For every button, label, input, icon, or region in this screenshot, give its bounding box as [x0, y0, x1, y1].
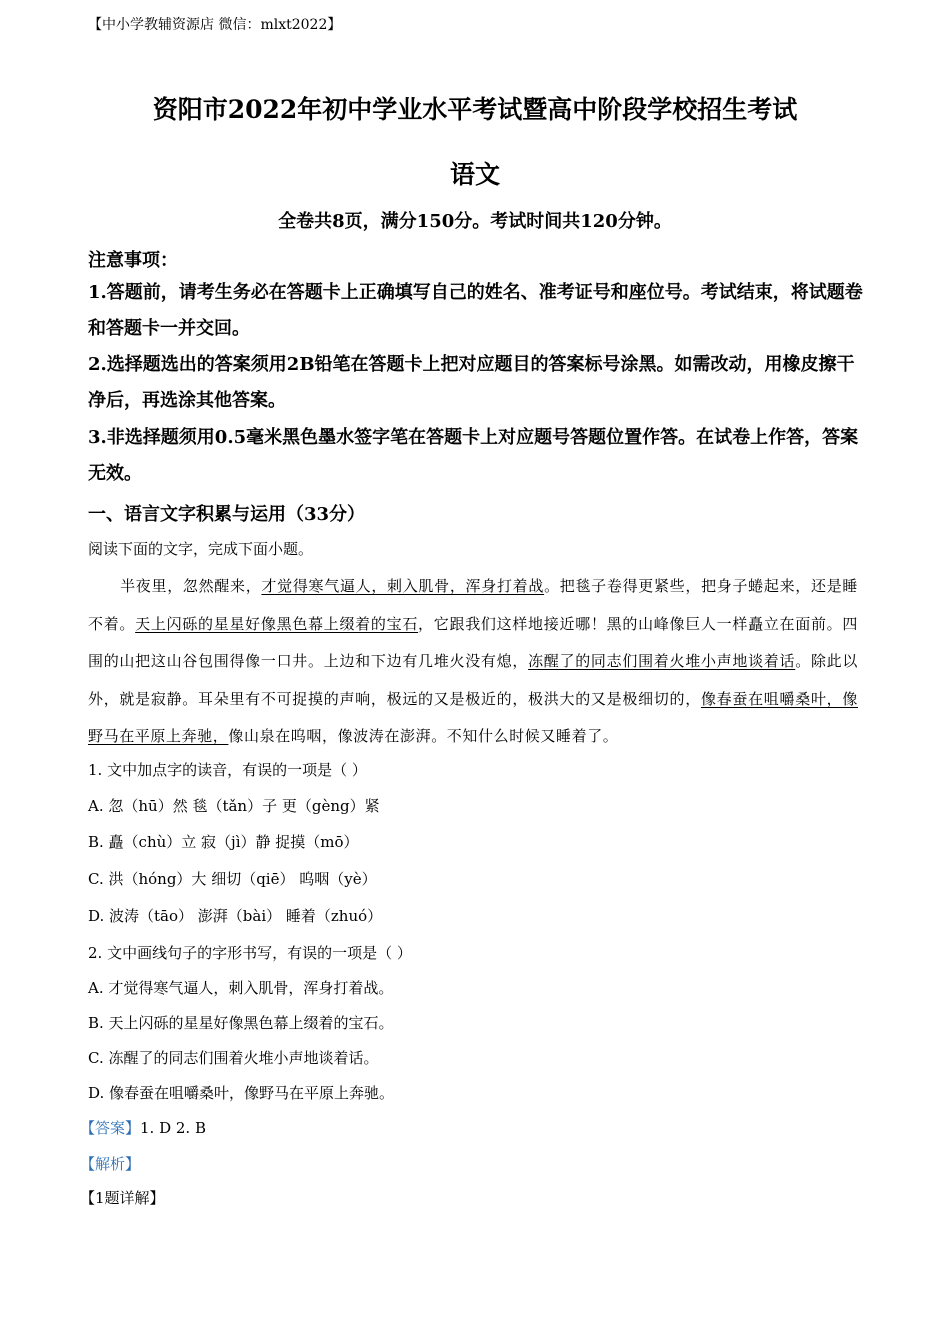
- question-1-option-d: D. 波涛（tāo） 澎湃（bài） 睡着（zhuó）: [88, 907, 383, 925]
- passage-text: 。除此以外，就是寂静。耳朵里有不可捉摸的声响，极远的又是极近的，极洪大的又是极细切的，: [88, 652, 858, 708]
- reading-passage: [88, 568, 858, 756]
- underlined-sentence: 天上闪砾的星星好像黑色幕上缀着的宝石: [135, 614, 419, 633]
- underlined-sentence: 才觉得寒气逼人，刺入肌骨，浑身打着战: [261, 577, 545, 595]
- header-note: 【中小学教辅资源店 微信：mlxt2022】: [88, 17, 342, 33]
- exam-title: 资阳市2022年初中学业水平考试暨高中阶段学校招生考试: [152, 95, 798, 124]
- note-item-3: 3.非选择题须用0.5毫米黑色墨水签字笔在答题卡上对应题号答题位置作答。在试卷上作答，答案无效。: [88, 427, 859, 484]
- underlined-sentence: 像春蚕在咀嚼桑叶，像野马在平原上奔驰，: [88, 689, 858, 746]
- note-item-1: 1.答题前，请考生务必在答题卡上正确填写自己的姓名、准考证号和座位号。考试结束，将试题卷和答题卡一并交回。: [88, 282, 863, 339]
- answer-label: 【答案】: [80, 1119, 141, 1137]
- exam-info: 全卷共8页，满分150分。考试时间共120分钟。: [278, 211, 672, 232]
- passage-text: 半夜里，忽然醒来，: [120, 577, 262, 595]
- question-2-option-d: D. 像春蚕在咀嚼桑叶，像野马在平原上奔驰。: [88, 1084, 395, 1102]
- question-1-option-c: C. 洪（hóng）大 细切（qiē） 呜咽（yè）: [88, 870, 377, 888]
- passage-text: 像山泉在呜咽，像波涛在澎湃。不知什么时候又睡着了。: [228, 727, 619, 746]
- answer-text: 1. D 2. B: [140, 1119, 206, 1137]
- question-2-stem: 2. 文中画线句子的字形书写，有误的一项是（ ）: [88, 944, 412, 962]
- question-2-option-a: A. 才觉得寒气逼人，刺入肌骨，浑身打着战。: [88, 979, 394, 997]
- detail-heading: 【1题详解】: [80, 1189, 165, 1207]
- analysis-label: 【解析】: [80, 1155, 141, 1173]
- question-1-option-a: A. 忽（hū）然 毯（tǎn）子 更（gèng）紧: [88, 797, 380, 815]
- answer-line: [80, 1117, 206, 1138]
- notes-heading: 注意事项：: [88, 250, 178, 271]
- section-heading: 一、语言文字积累与运用（33分）: [88, 504, 366, 525]
- note-item-2: 2.选择题选出的答案须用2B铅笔在答题卡上把对应题目的答案标号涂黑。如需改动，用橡皮擦干净后，再选涂其他答案。: [88, 354, 855, 411]
- question-1-stem: 1. 文中加点字的读音，有误的一项是（ ）: [88, 761, 367, 779]
- underlined-sentence: 冻醒了的同志们围着火堆小声地谈着话: [528, 652, 796, 671]
- passage-text: ，它跟我们这样地接近哪！黑的山峰像巨人一样矗立在面前。四围的山把这山谷包围得像一口井。上边和下边有几堆火没有熄，: [88, 614, 858, 671]
- reading-instruction: 阅读下面的文字，完成下面小题。: [88, 540, 314, 558]
- subject-title: 语文: [449, 160, 500, 189]
- question-2-option-c: C. 冻醒了的同志们围着火堆小声地谈着话。: [88, 1049, 379, 1067]
- question-1-option-b: B. 矗（chù）立 寂（jì）静 捉摸（mō）: [88, 833, 359, 851]
- passage-text: 。把毯子卷得更紧些，把身子蜷起来，还是睡不着。: [88, 577, 858, 633]
- question-2-option-b: B. 天上闪砾的星星好像黑色幕上缀着的宝石。: [88, 1014, 394, 1032]
